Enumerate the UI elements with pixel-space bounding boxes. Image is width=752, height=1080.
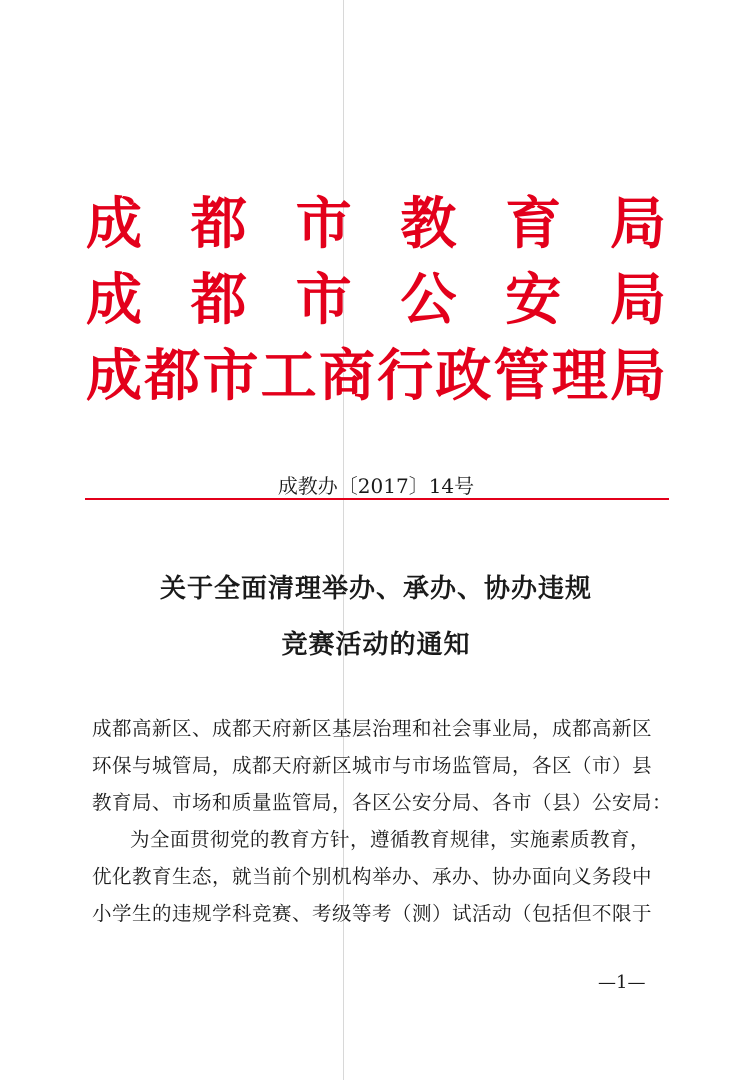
body-text-line: 优化教育生态，就当前个别机构举办、承办、协办面向义务段中	[92, 865, 653, 888]
issuer-character: 安	[505, 268, 562, 333]
issuer-character: 都	[190, 268, 247, 333]
issuer-name-2	[86, 270, 666, 332]
issuer-character: 市	[295, 268, 352, 333]
body-text-line: 环保与城管局，成都天府新区城市与市场监管局，各区（市）县	[92, 754, 653, 777]
document-number: 成教办〔2017〕14号	[277, 474, 475, 498]
page-number: —1—	[598, 972, 646, 993]
issuer-character: 成	[86, 192, 142, 257]
issuer-character: 成	[86, 344, 142, 409]
issuer-character: 都	[190, 192, 247, 257]
red-separator-rule	[85, 498, 669, 500]
issuer-name-1	[86, 194, 666, 256]
issuer-character: 市	[295, 192, 352, 257]
issuer-character: 工	[260, 344, 317, 409]
body-text-line: 为全面贯彻党的教育方针，遵循教育规律，实施素质教育，	[130, 828, 651, 851]
issuer-character: 行	[377, 344, 434, 409]
issuer-character: 局	[609, 344, 666, 409]
issuer-character: 局	[609, 268, 666, 333]
document-title-line-1: 关于全面清理举办、承办、协办违规	[159, 574, 592, 604]
issuer-character: 成	[86, 268, 142, 333]
issuer-character: 公	[400, 268, 457, 333]
issuer-character: 教	[400, 192, 457, 257]
body-text-line: 成都高新区、成都天府新区基层治理和社会事业局，成都高新区	[92, 717, 653, 740]
issuer-character: 市	[202, 344, 259, 409]
issuer-character: 都	[144, 344, 201, 409]
issuer-character: 理	[551, 344, 608, 409]
issuer-character: 育	[505, 192, 562, 257]
body-text-line: 小学生的违规学科竞赛、考级等考（测）试活动（包括但不限于	[92, 902, 653, 925]
body-text-line: 教育局、市场和质量监管局，各区公安分局、各市（县）公安局：	[92, 791, 673, 814]
issuer-character: 局	[609, 192, 666, 257]
document-title-line-2: 竞赛活动的通知	[281, 630, 471, 660]
issuer-character: 管	[493, 344, 550, 409]
issuer-name-3	[86, 346, 666, 408]
issuer-character: 政	[435, 344, 492, 409]
issuer-character: 商	[318, 344, 375, 409]
